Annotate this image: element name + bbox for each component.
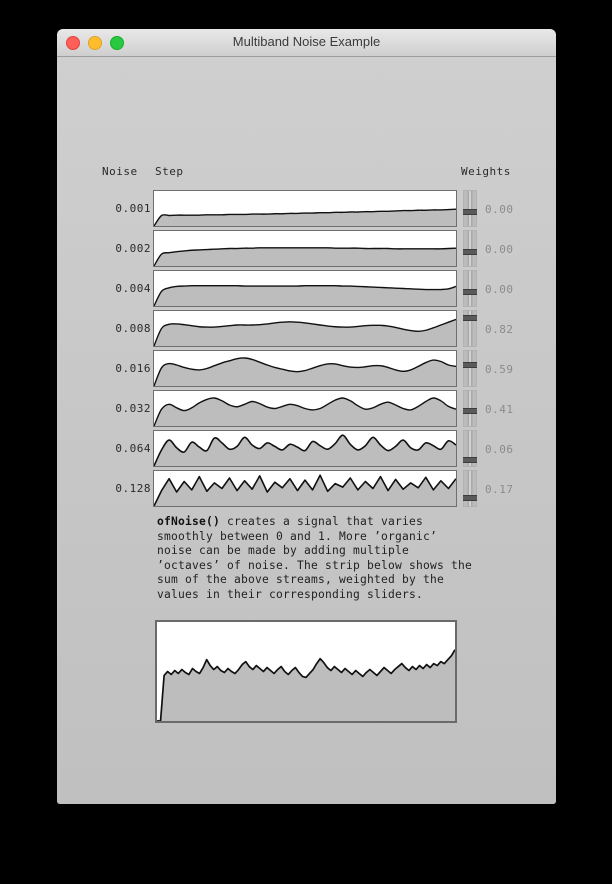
- weight-value: 0.00: [485, 283, 514, 296]
- noise-waveform-strip: [153, 430, 457, 467]
- noise-row: [57, 350, 556, 390]
- noise-row: [57, 310, 556, 350]
- weight-slider-handle[interactable]: [463, 362, 477, 368]
- weight-slider-handle[interactable]: [463, 495, 477, 501]
- column-header-noise: Noise: [102, 165, 138, 178]
- weight-slider[interactable]: [463, 390, 477, 427]
- noise-waveform-strip: [153, 390, 457, 427]
- weight-slider-handle[interactable]: [463, 289, 477, 295]
- weight-slider-handle[interactable]: [463, 315, 477, 321]
- weight-slider[interactable]: [463, 470, 477, 507]
- noise-waveform-strip: [153, 350, 457, 387]
- column-header-step: Step: [155, 165, 184, 178]
- weight-slider[interactable]: [463, 430, 477, 467]
- weight-slider[interactable]: [463, 310, 477, 347]
- noise-step-label: 0.128: [115, 482, 151, 495]
- noise-step-label: 0.032: [115, 402, 151, 415]
- weight-value: 0.00: [485, 243, 514, 256]
- noise-step-label: 0.016: [115, 362, 151, 375]
- description-text: [157, 515, 477, 603]
- weight-slider-handle[interactable]: [463, 249, 477, 255]
- noise-row: [57, 390, 556, 430]
- noise-step-label: 0.002: [115, 242, 151, 255]
- noise-step-label: 0.008: [115, 322, 151, 335]
- description-code: ofNoise(): [157, 515, 221, 528]
- noise-row: [57, 230, 556, 270]
- description-body: creates a signal that varies smoothly between 0 and 1. More ’organic’ noise can be made by adding multiple ’octaves’ of noise. The strip below shows the sum of the above streams, weighted by the values in their corresponding sliders.: [157, 515, 473, 601]
- weight-value: 0.17: [485, 483, 514, 496]
- weight-value: 0.41: [485, 403, 514, 416]
- noise-row: [57, 190, 556, 230]
- noise-waveform-strip: [153, 190, 457, 227]
- noise-waveform-strip: [153, 310, 457, 347]
- weight-value: 0.06: [485, 443, 514, 456]
- summed-noise-strip: [155, 620, 457, 723]
- noise-row: [57, 430, 556, 470]
- weight-slider[interactable]: [463, 350, 477, 387]
- weight-value: 0.59: [485, 363, 514, 376]
- weight-value: 0.00: [485, 203, 514, 216]
- noise-waveform-strip: [153, 470, 457, 507]
- window-content: [57, 57, 556, 804]
- noise-step-label: 0.064: [115, 442, 151, 455]
- weight-slider[interactable]: [463, 230, 477, 267]
- weight-slider[interactable]: [463, 190, 477, 227]
- title-bar: [57, 29, 556, 57]
- noise-row: [57, 470, 556, 510]
- window-title: Multiband Noise Example: [232, 34, 381, 49]
- weight-slider-handle[interactable]: [463, 209, 477, 215]
- noise-waveform-strip: [153, 270, 457, 307]
- weight-slider[interactable]: [463, 270, 477, 307]
- weight-value: 0.82: [485, 323, 514, 336]
- noise-waveform-strip: [153, 230, 457, 267]
- noise-row: [57, 270, 556, 310]
- noise-step-label: 0.004: [115, 282, 151, 295]
- app-window: [57, 29, 556, 804]
- weight-slider-handle[interactable]: [463, 408, 477, 414]
- noise-step-label: 0.001: [115, 202, 151, 215]
- weight-slider-handle[interactable]: [463, 457, 477, 463]
- column-header-weights: Weights: [461, 165, 511, 178]
